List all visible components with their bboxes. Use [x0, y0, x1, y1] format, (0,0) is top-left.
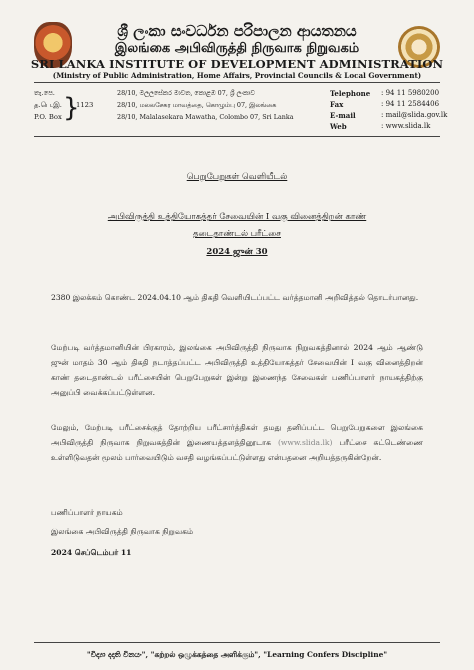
institute-name-tamil: இலங்கை அபிவிருத்தி நிருவாக நிறுவகம்: [114, 41, 360, 56]
paragraph-3-after: பரீட்சை சுட்டெண்ணை உள்ளிடுவதன் மூலம் பார்வையிடும் வசதி வழங்கப்பட்டுள்ளது என்பதனை அறியத்தருகின்றேன்.: [51, 438, 423, 462]
contact-value-fax: : 94 11 2584406: [381, 100, 440, 108]
contact-value-web[interactable]: : www.slida.lk: [381, 122, 431, 130]
address-divider: [34, 136, 440, 137]
notice-date: 2024 ஜுன் 30: [206, 247, 268, 257]
pobox-label-english: P.O. Box: [34, 113, 62, 121]
footer-divider: [34, 642, 440, 643]
contact-label-telephone: Telephone: [330, 89, 371, 98]
notice-subject-line2: தடைதாண்டல் பரீட்சை: [193, 229, 281, 239]
address-english: 28/10, Malalasekara Mawatha, Colombo 07, Sri Lanka: [117, 113, 294, 121]
pobox-number: 1123: [76, 101, 94, 109]
pobox-label-sinhala: තැ.පෙ.: [34, 89, 55, 97]
website-link[interactable]: (www.slida.lk): [277, 438, 333, 447]
institute-name-sinhala: ශ්‍රී ලංකා සංවර්ධන පරිපාලන ආයතනය: [117, 22, 357, 40]
contact-label-email: E-mail: [330, 111, 356, 120]
paragraph-3-before: மேலும், மேற்படி பரீட்சைக்குத் தோற்றிய பரீட்சார்த்திகள் தமது தனிப்பட்ட பெறுபேறுகளை இலங்கை அபிவிருத்தி நிருவாக நிறுவகத்தின் இணையத்தளத்தினூடாக: [51, 423, 423, 447]
paragraph-2: மேற்படி வர்த்தமானியின் பிரகாரம், இலங்கை அபிவிருத்தி நிருவாக நிறுவகத்தினால் 2024 ஆம் ஆண்டு ஜுன் மாதம் 30 ஆம் திகதி நடாத்தப்பட்ட அபிவிருத்தி உத்தியோகத்தர் சேவையின் I வகு வினைத்திறன் காண் தடைதாண்டல் பரீட்சையின் பெறுபேறுகள் இன்று இணைந்த சேவைகள் பணிப்பாளர் நாயகத்திற்கு அனுப்பி வைக்கப்பட்டுள்ளன.: [51, 343, 423, 397]
contact-value-telephone: : 94 11 5980200: [381, 89, 440, 97]
address-tamil: 28/10, மலலசேகர மாவத்தை, கொழும்பு 07, இலங்கை: [117, 101, 277, 109]
address-sinhala: 28/10, මලලසේකර මාවත, කොළඹ 07, ශ්‍රී ලංකාව: [117, 89, 255, 97]
paragraph-1: 2380 இலக்கம் கொண்ட 2024.04.10 ஆம் திகதி வெளியிடப்பட்ட வர்த்தமானி அறிவித்தல் தொடர்பானது.: [51, 293, 419, 302]
signatory-org: இலங்கை அபிவிருத்தி நிருவாக நிறுவகம்: [51, 527, 194, 536]
signature-date: 2024 செப்டெம்பர் 11: [51, 548, 132, 557]
brace-icon: }: [63, 93, 80, 123]
contact-value-email[interactable]: : mail@slida.gov.lk: [381, 111, 448, 119]
contact-label-web: Web: [330, 122, 347, 131]
notice-heading: பெறுபேறுகள் வெளியீடல்: [186, 172, 288, 182]
footer-motto: "විද්‍යා දදාති විනයං", "கற்றல் ஒழுக்கத்தை அளிக்கும்", "Learning Confers Discipline": [86, 650, 388, 659]
pobox-label-tamil: த.பெ.இ.: [34, 101, 62, 109]
paragraph-3: [51, 420, 423, 465]
signatory-title: பணிப்பாளர் நாயகம்: [51, 508, 123, 517]
notice-subject-line1: அபிவிருத்தி உத்தியோகத்தர் சேவையின் I வகு வினைத்திறன் காண்: [107, 212, 367, 222]
header-divider: [34, 82, 440, 83]
contact-label-fax: Fax: [330, 100, 344, 109]
institute-name-english: SRI LANKA INSTITUTE OF DEVELOPMENT ADMINISTRATION: [30, 57, 444, 71]
ministry-line: (Ministry of Public Administration, Home Affairs, Provincial Councils & Local Government): [52, 71, 422, 80]
